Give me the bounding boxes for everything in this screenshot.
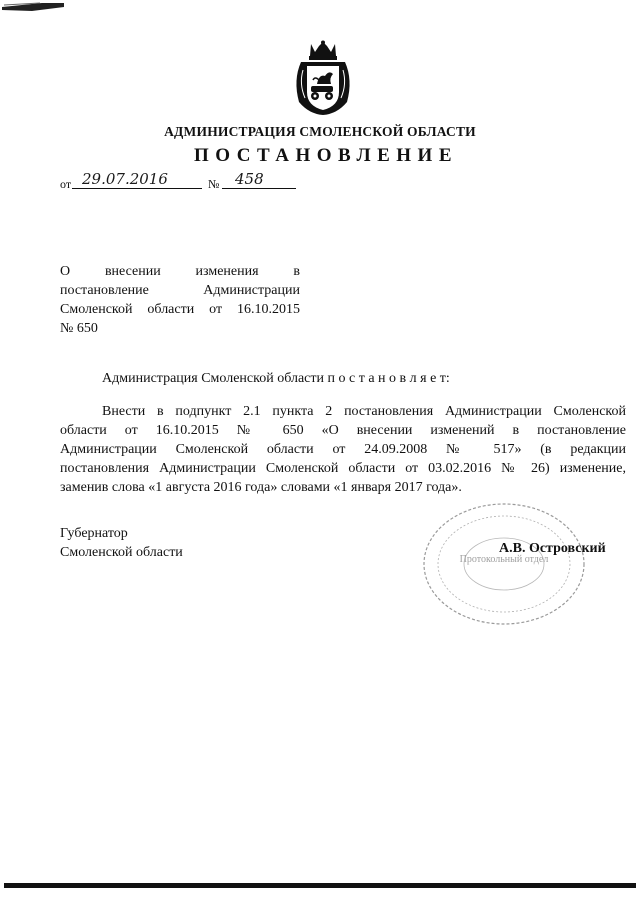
body-line: Администрации Смоленской области от 24.09.2008 № 517» (в редакции [60,442,626,457]
body-line: области от 16.10.2015 № 650 «О внесении изменений в постановление [60,423,626,438]
date-underline [72,188,202,189]
official-stamp [420,500,588,628]
preamble: Администрация Смоленской области п о с т а н о в л я е т: [102,371,450,386]
resolution-body [60,402,626,497]
subject-line: № 650 [60,321,98,336]
date-label: от [60,177,72,191]
coat-of-arms-icon [289,40,357,116]
signer-name: А.В. Островский [499,541,606,556]
subject-line: постановление Администрации [60,283,300,298]
body-line: Внести в подпункт 2.1 пункта 2 постановления Администрации Смоленской [102,404,626,419]
organization-name: АДМИНИСТРАЦИЯ СМОЛЕНСКОЙ ОБЛАСТИ [164,124,476,139]
number-value: 458 [235,170,264,188]
subject-line: О внесении изменения в [60,264,300,279]
number-underline [222,188,296,189]
body-line: постановления Администрации Смоленской области от 03.02.2016 № 26) изменение, [60,461,626,476]
date-value: 29.07.2016 [82,170,168,188]
body-line: заменив слова «1 августа 2016 года» словами «1 января 2017 года». [60,480,462,495]
number-label: № [208,177,220,191]
subject-line: Смоленской области от 16.10.2015 [60,302,300,317]
stamp-text: Протокольный отдел [459,554,549,565]
document-subject [60,262,300,338]
document-type: ПОСТАНОВЛЕНИЕ [193,145,459,166]
signer-title-line: Смоленской области [60,545,183,560]
signer-title-line: Губернатор [60,526,128,541]
signer-title [60,524,183,562]
scan-bottom-border [4,883,636,888]
scan-artifact [2,2,64,12]
